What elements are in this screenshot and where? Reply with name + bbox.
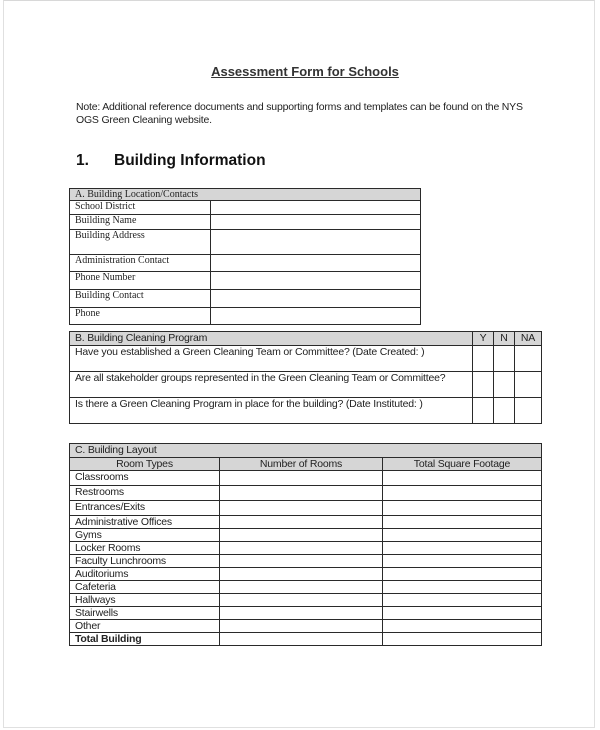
label-building-name: Building Name	[70, 215, 211, 230]
answer-yes-cell[interactable]	[473, 346, 494, 372]
document-title: Assessment Form for Schools	[211, 64, 399, 79]
field-building-address[interactable]	[211, 230, 421, 255]
column-na: NA	[515, 332, 542, 346]
number-of-rooms-cell[interactable]	[220, 516, 383, 529]
room-type-label: Hallways	[70, 594, 220, 607]
answer-yes-cell[interactable]	[473, 372, 494, 398]
question-green-cleaning-team: Have you established a Green Cleaning Team or Committee? (Date Created: )	[70, 346, 473, 372]
room-type-label: Faculty Lunchrooms	[70, 555, 220, 568]
square-footage-cell[interactable]	[383, 607, 542, 620]
building-location-contacts-table	[69, 188, 421, 325]
label-administration-contact: Administration Contact	[70, 255, 211, 272]
room-type-label: Other	[70, 620, 220, 633]
square-footage-cell[interactable]	[383, 501, 542, 516]
square-footage-cell[interactable]	[383, 620, 542, 633]
field-school-district[interactable]	[211, 201, 421, 215]
room-type-label: Stairwells	[70, 607, 220, 620]
table-c-header: C. Building Layout	[70, 444, 542, 458]
column-yes: Y	[473, 332, 494, 346]
square-footage-cell[interactable]	[383, 594, 542, 607]
label-school-district: School District	[70, 201, 211, 215]
label-phone-number: Phone Number	[70, 272, 211, 290]
square-footage-cell[interactable]	[383, 568, 542, 581]
number-of-rooms-cell[interactable]	[220, 581, 383, 594]
answer-yes-cell[interactable]	[473, 398, 494, 424]
number-of-rooms-cell[interactable]	[220, 529, 383, 542]
square-footage-cell[interactable]	[383, 486, 542, 501]
square-footage-cell[interactable]	[383, 471, 542, 486]
question-green-cleaning-program: Is there a Green Cleaning Program in place for the building? (Date Instituted: )	[70, 398, 473, 424]
square-footage-cell[interactable]	[383, 529, 542, 542]
number-of-rooms-cell[interactable]	[220, 620, 383, 633]
column-room-types: Room Types	[70, 458, 220, 471]
room-type-label: Entrances/Exits	[70, 501, 220, 516]
room-type-label: Classrooms	[70, 471, 220, 486]
question-stakeholder-groups: Are all stakeholder groups represented in the Green Cleaning Team or Committee?	[70, 372, 473, 398]
column-number-of-rooms: Number of Rooms	[220, 458, 383, 471]
section-heading-building-information	[76, 152, 266, 170]
field-phone-number[interactable]	[211, 272, 421, 290]
room-type-label: Cafeteria	[70, 581, 220, 594]
total-building-label: Total Building	[70, 633, 220, 646]
number-of-rooms-cell[interactable]	[220, 555, 383, 568]
square-footage-cell[interactable]	[383, 516, 542, 529]
label-building-contact: Building Contact	[70, 290, 211, 308]
field-building-contact[interactable]	[211, 290, 421, 308]
answer-na-cell[interactable]	[515, 372, 542, 398]
number-of-rooms-cell[interactable]	[220, 568, 383, 581]
column-no: N	[494, 332, 515, 346]
answer-no-cell[interactable]	[494, 372, 515, 398]
table-a-header: A. Building Location/Contacts	[70, 189, 421, 201]
number-of-rooms-cell[interactable]	[220, 501, 383, 516]
room-type-label: Locker Rooms	[70, 542, 220, 555]
square-footage-cell[interactable]	[383, 555, 542, 568]
number-of-rooms-cell[interactable]	[220, 594, 383, 607]
field-phone[interactable]	[211, 308, 421, 325]
table-b-header: B. Building Cleaning Program	[70, 332, 473, 346]
column-total-square-footage: Total Square Footage	[383, 458, 542, 471]
room-type-label: Auditoriums	[70, 568, 220, 581]
field-administration-contact[interactable]	[211, 255, 421, 272]
number-of-rooms-cell[interactable]	[220, 486, 383, 501]
answer-na-cell[interactable]	[515, 346, 542, 372]
label-phone: Phone	[70, 308, 211, 325]
answer-no-cell[interactable]	[494, 346, 515, 372]
number-of-rooms-cell[interactable]	[220, 607, 383, 620]
answer-no-cell[interactable]	[494, 398, 515, 424]
square-footage-cell[interactable]	[383, 542, 542, 555]
room-type-label: Gyms	[70, 529, 220, 542]
number-of-rooms-cell[interactable]	[220, 471, 383, 486]
square-footage-cell[interactable]	[383, 581, 542, 594]
section-number: 1.	[76, 152, 89, 169]
room-type-label: Restrooms	[70, 486, 220, 501]
label-building-address: Building Address	[70, 230, 211, 255]
reference-note: Note: Additional reference documents and supporting forms and templates can be found on the NYS OGS Green Cleaning website.	[76, 101, 523, 126]
building-layout-table	[69, 443, 542, 646]
building-cleaning-program-table	[69, 331, 542, 424]
room-type-label: Administrative Offices	[70, 516, 220, 529]
total-square-footage-cell[interactable]	[383, 633, 542, 646]
section-title: Building Information	[114, 152, 266, 169]
field-building-name[interactable]	[211, 215, 421, 230]
answer-na-cell[interactable]	[515, 398, 542, 424]
total-number-of-rooms-cell[interactable]	[220, 633, 383, 646]
number-of-rooms-cell[interactable]	[220, 542, 383, 555]
